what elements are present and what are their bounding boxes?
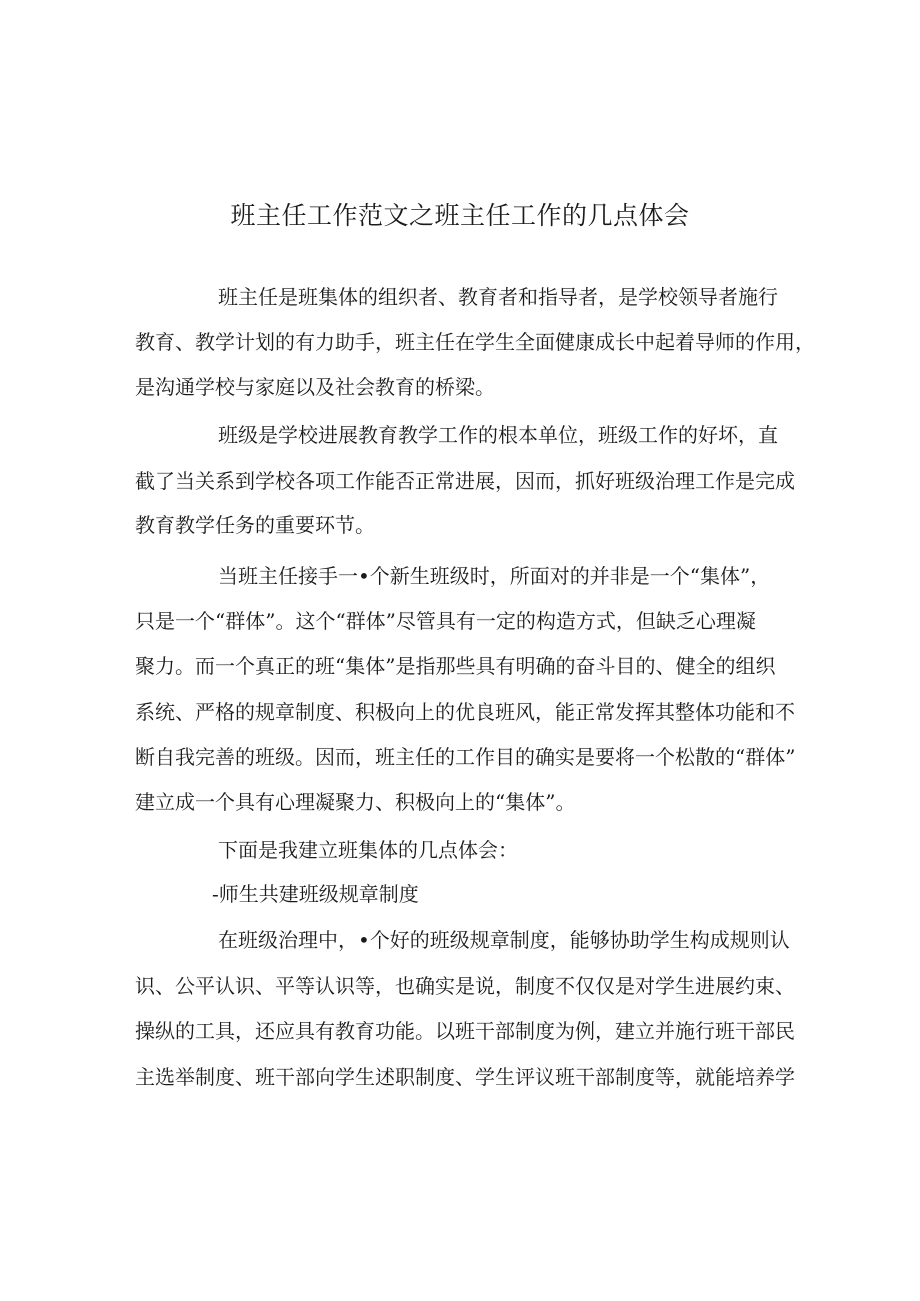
paragraph-5-line-3: 操纵的工具，还应具有教育功能。以班干部制度为例，建立并施行班干部民 [135, 1019, 795, 1043]
paragraph-2-line-3: 教育教学任务的重要环节。 [135, 513, 375, 537]
paragraph-1-line-3: 是沟通学校与家庭以及社会教育的桥梁。 [135, 375, 495, 399]
paragraph-3-line-6: 建立成一个具有心理凝聚力、积极向上的“集体”。 [135, 790, 576, 814]
paragraph-3-line-5: 断自我完善的班级。因而，班主任的工作目的确实是要将一个松散的“群体” [135, 745, 796, 769]
paragraph-5-line-4: 主选举制度、班干部向学生述职制度、学生评议班干部制度等，就能培养学 [135, 1065, 795, 1089]
paragraph-1-line-2: 教育、教学计划的有力助手，班主任在学生全面健康成长中起着导师的作用， [135, 330, 815, 354]
paragraph-3-line-1: 当班主任接手一•个新生班级时，所面对的并非是一个“集体”， [218, 564, 771, 588]
paragraph-5-line-1: 在班级治理中，•个好的班级规章制度，能够协助学生构成规则认 [218, 928, 790, 952]
paragraph-3-line-4: 系统、严格的规章制度、积极向上的优良班风，能正常发挥其整体功能和不 [135, 700, 795, 724]
document-title: 班主任工作范文之班主任工作的几点体会 [230, 201, 690, 230]
paragraph-3-line-3: 聚力。而一个真正的班“集体”是指那些具有明确的奋斗目的、健全的组织 [135, 654, 776, 678]
paragraph-3-line-2: 只是一个“群体”。这个“群体”尽管具有一定的构造方式，但缺乏心理凝 [135, 609, 756, 633]
paragraph-1-line-1: 班主任是班集体的组织者、教育者和指导者，是学校领导者施行 [218, 285, 778, 309]
paragraph-2-line-2: 截了当关系到学校各项工作能否正常进展，因而，抓好班级治理工作是完成 [135, 469, 795, 493]
paragraph-2-line-1: 班级是学校进展教育教学工作的根本单位，班级工作的好坏，直 [218, 423, 778, 447]
paragraph-5-line-2: 识、公平认识、平等认识等，也确实是说，制度不仅仅是对学生进展约束、 [135, 974, 795, 998]
section-heading: -师生共建班级规章制度 [212, 882, 419, 906]
paragraph-4-line-1: 下面是我建立班集体的几点体会： [218, 838, 518, 862]
